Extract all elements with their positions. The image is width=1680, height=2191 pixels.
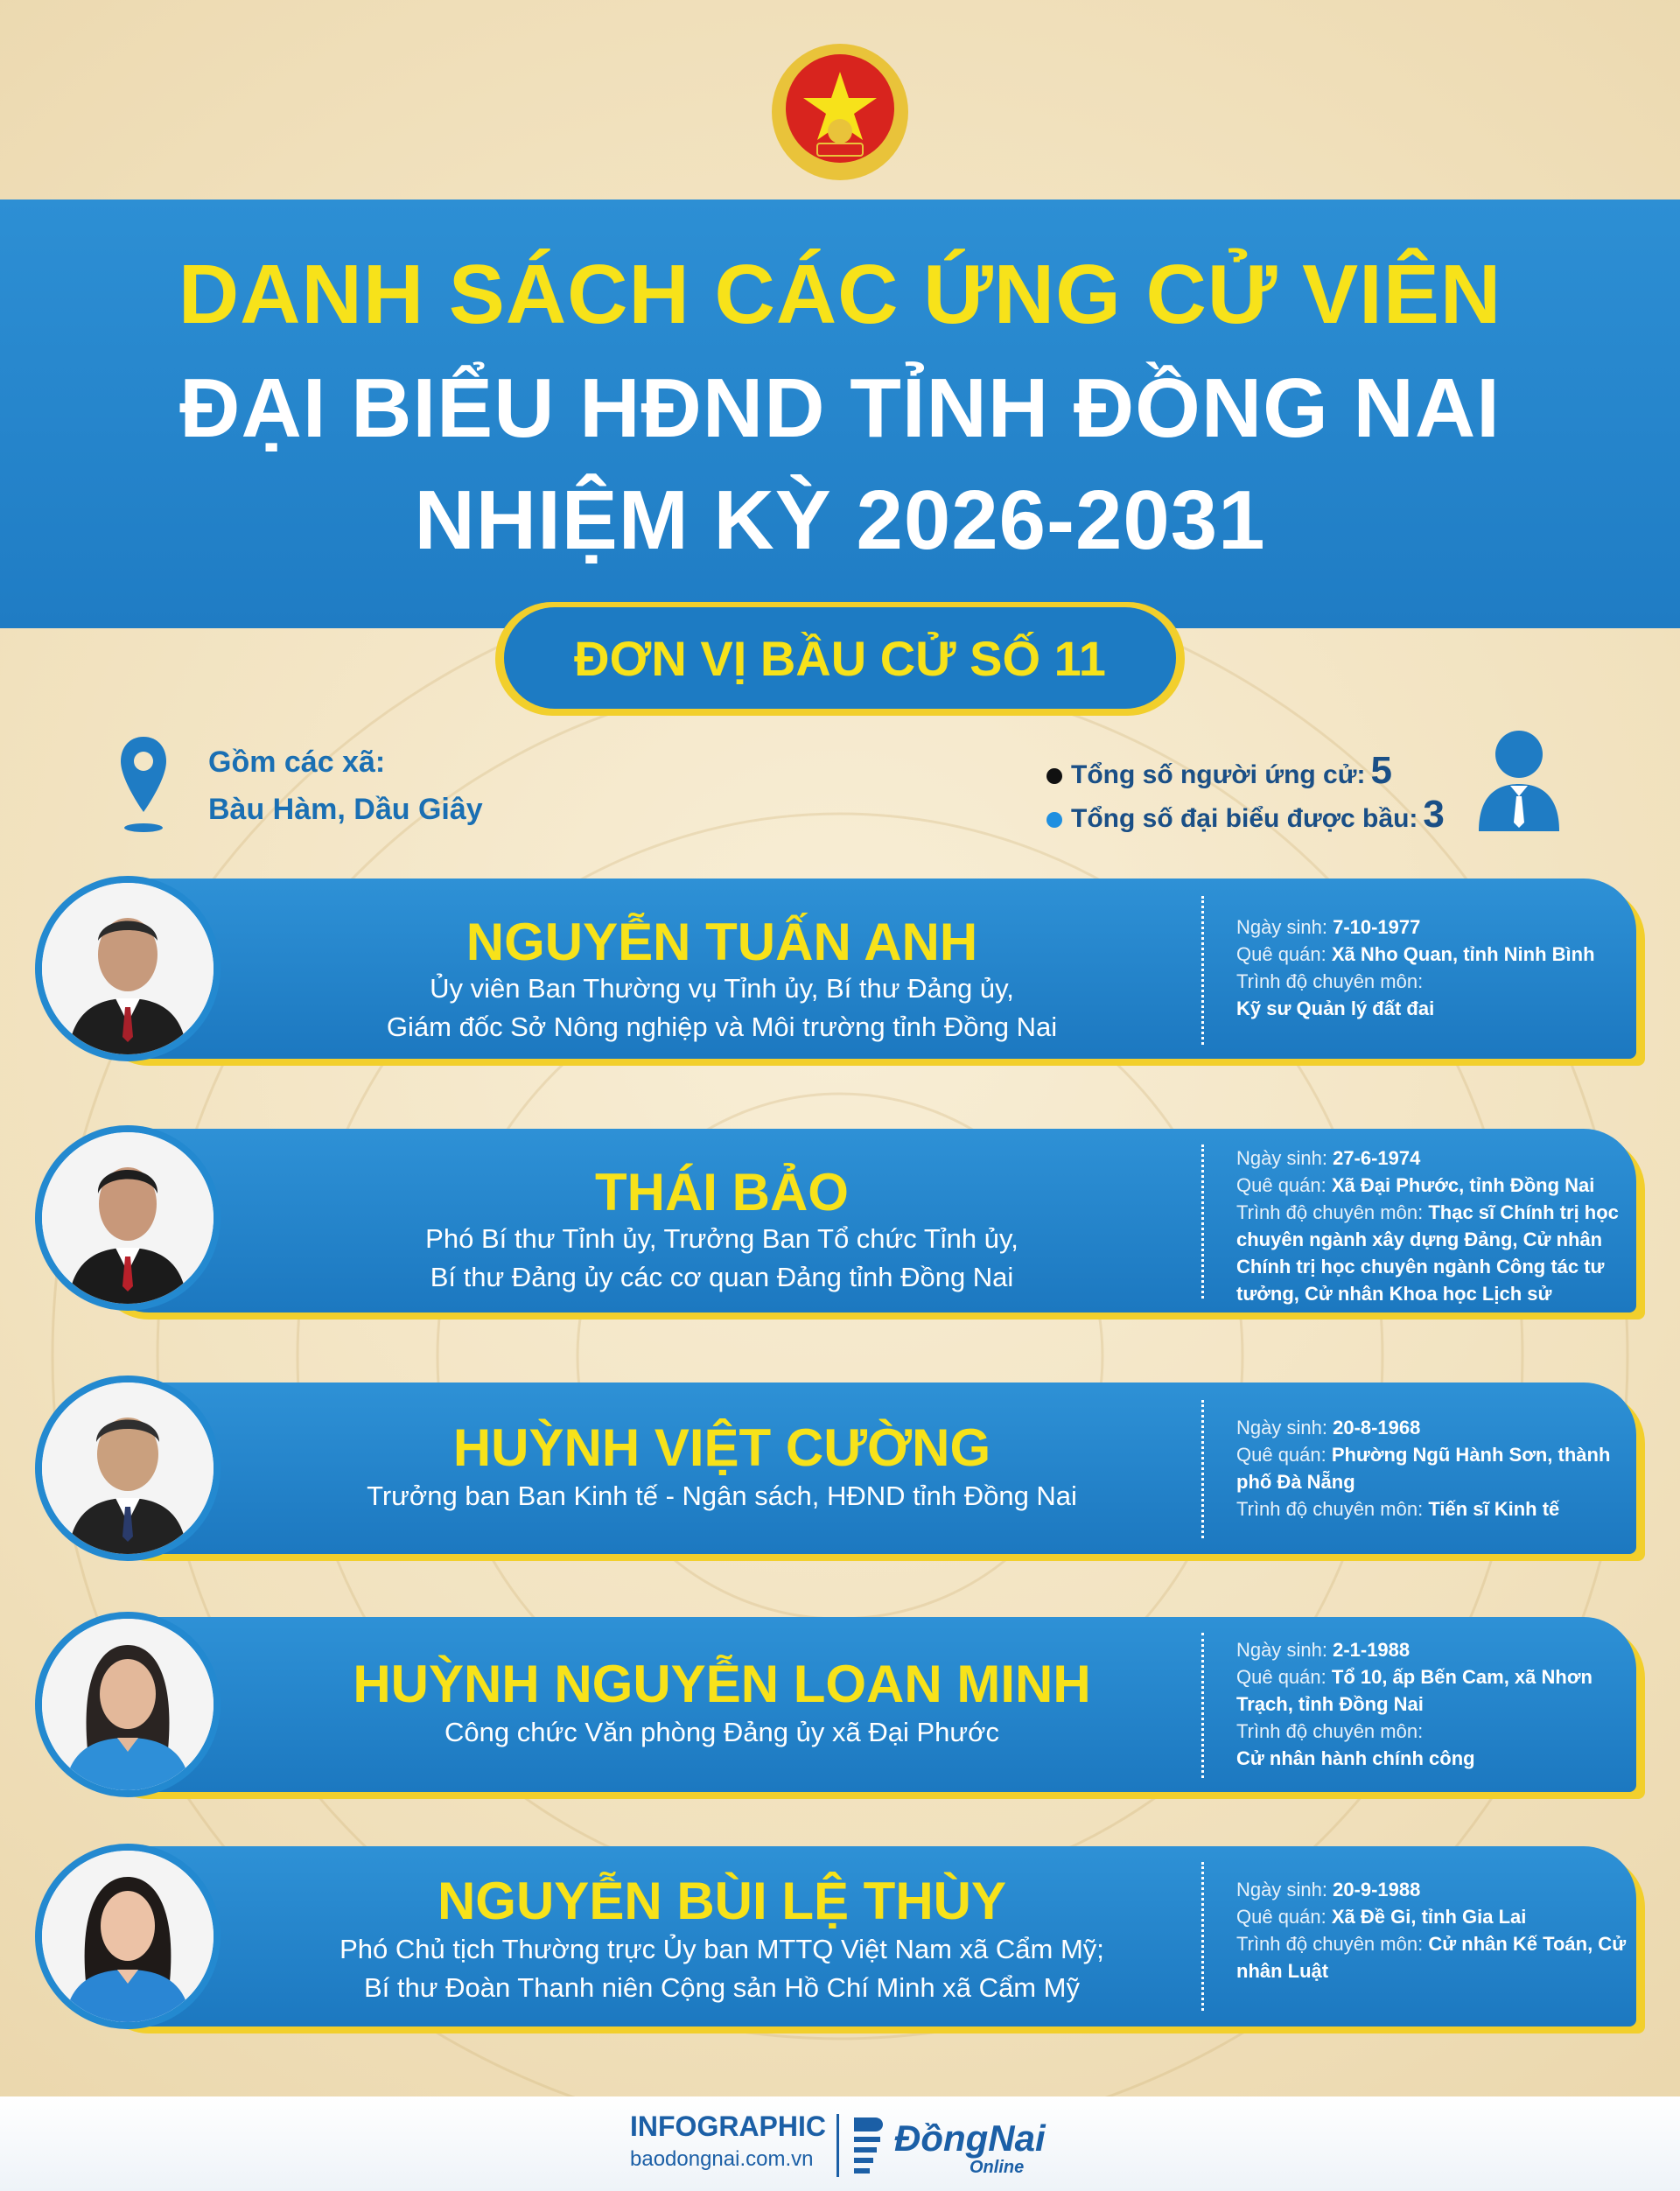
hometown-label: Quê quán: xyxy=(1236,1666,1326,1688)
candidate-photo xyxy=(42,1382,214,1554)
dob-value: 20-8-1968 xyxy=(1333,1417,1421,1438)
candidate-details xyxy=(1236,1144,1648,1307)
candidate-details xyxy=(1236,1876,1648,1984)
candidate-role xyxy=(210,1930,1234,2007)
candidate-role-line: Giám đốc Sở Nông nghiệp và Môi trường tỉnh Đồng Nai xyxy=(386,1012,1058,1042)
hometown-value: Phường Ngũ Hành Sơn, thành phố Đà Nẵng xyxy=(1236,1444,1611,1493)
candidate-role xyxy=(210,1477,1234,1516)
dob-value: 20-9-1988 xyxy=(1333,1879,1421,1900)
candidate-name: HUỲNH VIỆT CƯỜNG xyxy=(452,1418,991,1477)
candidate-card xyxy=(35,878,1645,1059)
card-divider xyxy=(1201,1633,1204,1778)
hometown-label: Quê quán: xyxy=(1236,1174,1326,1196)
stat-candidates-value: 5 xyxy=(1370,749,1392,792)
dob-label: Ngày sinh: xyxy=(1236,1639,1327,1661)
location-pin-icon xyxy=(117,735,170,840)
candidate-role xyxy=(210,1220,1234,1297)
candidate-role-line: Bí thư Đảng ủy các cơ quan Đảng tỉnh Đồng Nai xyxy=(430,1262,1014,1292)
candidate-photo xyxy=(42,1132,214,1304)
dongnai-logo-icon xyxy=(849,2114,887,2175)
national-emblem-icon xyxy=(768,40,912,184)
footer-site-link[interactable]: baodongnai.com.vn xyxy=(630,2147,814,2171)
candidate-photo xyxy=(42,1851,214,2022)
footer-infographic-label: INFOGRAPHIC xyxy=(630,2110,826,2142)
candidate-role-line: Ủy viên Ban Thường vụ Tỉnh ủy, Bí thư Đảng ủy, xyxy=(430,973,1014,1004)
hometown-value: Xã Nho Quan, tỉnh Ninh Bình xyxy=(1331,943,1595,965)
dob-label: Ngày sinh: xyxy=(1236,1879,1327,1900)
edu-label: Trình độ chuyên môn: xyxy=(1236,1201,1424,1223)
edu-label: Trình độ chuyên môn: xyxy=(1236,970,1424,992)
card-divider xyxy=(1201,1400,1204,1538)
candidate-photo xyxy=(42,883,214,1054)
stat-elected xyxy=(1046,793,1445,836)
edu-label: Trình độ chuyên môn: xyxy=(1236,1933,1424,1955)
dob-value: 7-10-1977 xyxy=(1333,916,1421,938)
footer xyxy=(0,2096,1680,2191)
dob-value: 2-1-1988 xyxy=(1333,1639,1410,1661)
bullet-dot-icon xyxy=(1046,812,1062,828)
unit-label: ĐƠN VỊ BẦU CỬ SỐ 11 xyxy=(574,630,1106,686)
candidate-photo xyxy=(42,1619,214,1790)
bullet-dot-icon xyxy=(1046,768,1062,784)
hometown-label: Quê quán: xyxy=(1236,1444,1326,1466)
card-divider xyxy=(1201,1862,1204,2011)
unit-pill xyxy=(504,607,1176,709)
edu-label: Trình độ chuyên môn: xyxy=(1236,1720,1424,1742)
edu-value: Cử nhân Kế Toán, Cử nhân Luật xyxy=(1236,1933,1627,1982)
hometown-value: Tổ 10, ấp Bến Cam, xã Nhơn Trạch, tỉnh Đồng Nai xyxy=(1236,1666,1592,1715)
candidate-details xyxy=(1236,914,1648,1022)
stat-elected-label: Tổng số đại biểu được bầu: xyxy=(1071,804,1418,833)
footer-divider xyxy=(836,2114,839,2177)
candidate-card xyxy=(35,1382,1645,1554)
candidate-name: NGUYỄN BÙI LỆ THÙY xyxy=(437,1872,1007,1930)
candidate-name: THÁI BẢO xyxy=(595,1163,849,1222)
candidate-role-line: Trưởng ban Ban Kinh tế - Ngân sách, HĐND tỉnh Đồng Nai xyxy=(367,1480,1077,1511)
dob-label: Ngày sinh: xyxy=(1236,1417,1327,1438)
footer-brand-sub: Online xyxy=(970,2158,1025,2177)
dob-value: 27-6-1974 xyxy=(1333,1147,1421,1169)
edu-value: Tiến sĩ Kinh tế xyxy=(1428,1498,1560,1520)
candidate-card xyxy=(35,1846,1645,2026)
candidate-role-line: Bí thư Đoàn Thanh niên Cộng sản Hồ Chí Minh xã Cẩm Mỹ xyxy=(364,1972,1080,2003)
stat-candidates xyxy=(1046,749,1392,793)
candidate-details xyxy=(1236,1636,1648,1772)
hometown-label: Quê quán: xyxy=(1236,943,1326,965)
card-divider xyxy=(1201,1144,1204,1298)
edu-label: Trình độ chuyên môn: xyxy=(1236,1498,1424,1520)
candidate-details xyxy=(1236,1414,1648,1522)
stat-elected-value: 3 xyxy=(1423,793,1445,836)
title-line-1: DANH SÁCH CÁC ỨNG CỬ VIÊN xyxy=(178,248,1502,341)
edu-value: Thạc sĩ Chính trị học chuyên ngành xây dựng Đảng, Cử nhân Chính trị học chuyên ngành Công tác tư tưởng, Cử nhân Khoa học Lịch sử xyxy=(1236,1201,1619,1305)
hometown-value: Xã Đại Phước, tỉnh Đồng Nai xyxy=(1331,1174,1595,1196)
candidate-name: NGUYỄN TUẤN ANH xyxy=(466,913,978,971)
area-value: Bàu Hàm, Dầu Giây xyxy=(208,793,483,826)
title-line-2: ĐẠI BIỂU HĐND TỈNH ĐỒNG NAI xyxy=(179,361,1501,455)
candidate-role-line: Phó Bí thư Tỉnh ủy, Trưởng Ban Tổ chức Tỉnh ủy, xyxy=(425,1223,1018,1254)
dob-label: Ngày sinh: xyxy=(1236,916,1327,938)
candidate-card xyxy=(35,1617,1645,1792)
candidate-name: HUỲNH NGUYỄN LOAN MINH xyxy=(353,1655,1091,1713)
delegate-person-icon xyxy=(1475,728,1563,833)
hometown-label: Quê quán: xyxy=(1236,1906,1326,1928)
hometown-value: Xã Đề Gi, tỉnh Gia Lai xyxy=(1331,1906,1527,1928)
area-label: Gồm các xã: xyxy=(208,746,386,779)
candidate-role-line: Phó Chủ tịch Thường trực Ủy ban MTTQ Việt Nam xã Cẩm Mỹ; xyxy=(340,1934,1104,1964)
stat-candidates-label: Tổng số người ứng cử: xyxy=(1071,760,1366,789)
footer-brand: ĐồngNai xyxy=(894,2118,1046,2159)
title-line-3: NHIỆM KỲ 2026-2031 xyxy=(414,473,1266,567)
candidate-role xyxy=(210,970,1234,1046)
candidate-card xyxy=(35,1129,1645,1312)
dob-label: Ngày sinh: xyxy=(1236,1147,1327,1169)
candidate-role xyxy=(210,1713,1234,1752)
candidate-role-line: Công chức Văn phòng Đảng ủy xã Đại Phước xyxy=(444,1717,999,1747)
edu-value: Cử nhân hành chính công xyxy=(1236,1747,1475,1769)
edu-value: Kỹ sư Quản lý đất đai xyxy=(1236,998,1435,1019)
card-divider xyxy=(1201,896,1204,1045)
